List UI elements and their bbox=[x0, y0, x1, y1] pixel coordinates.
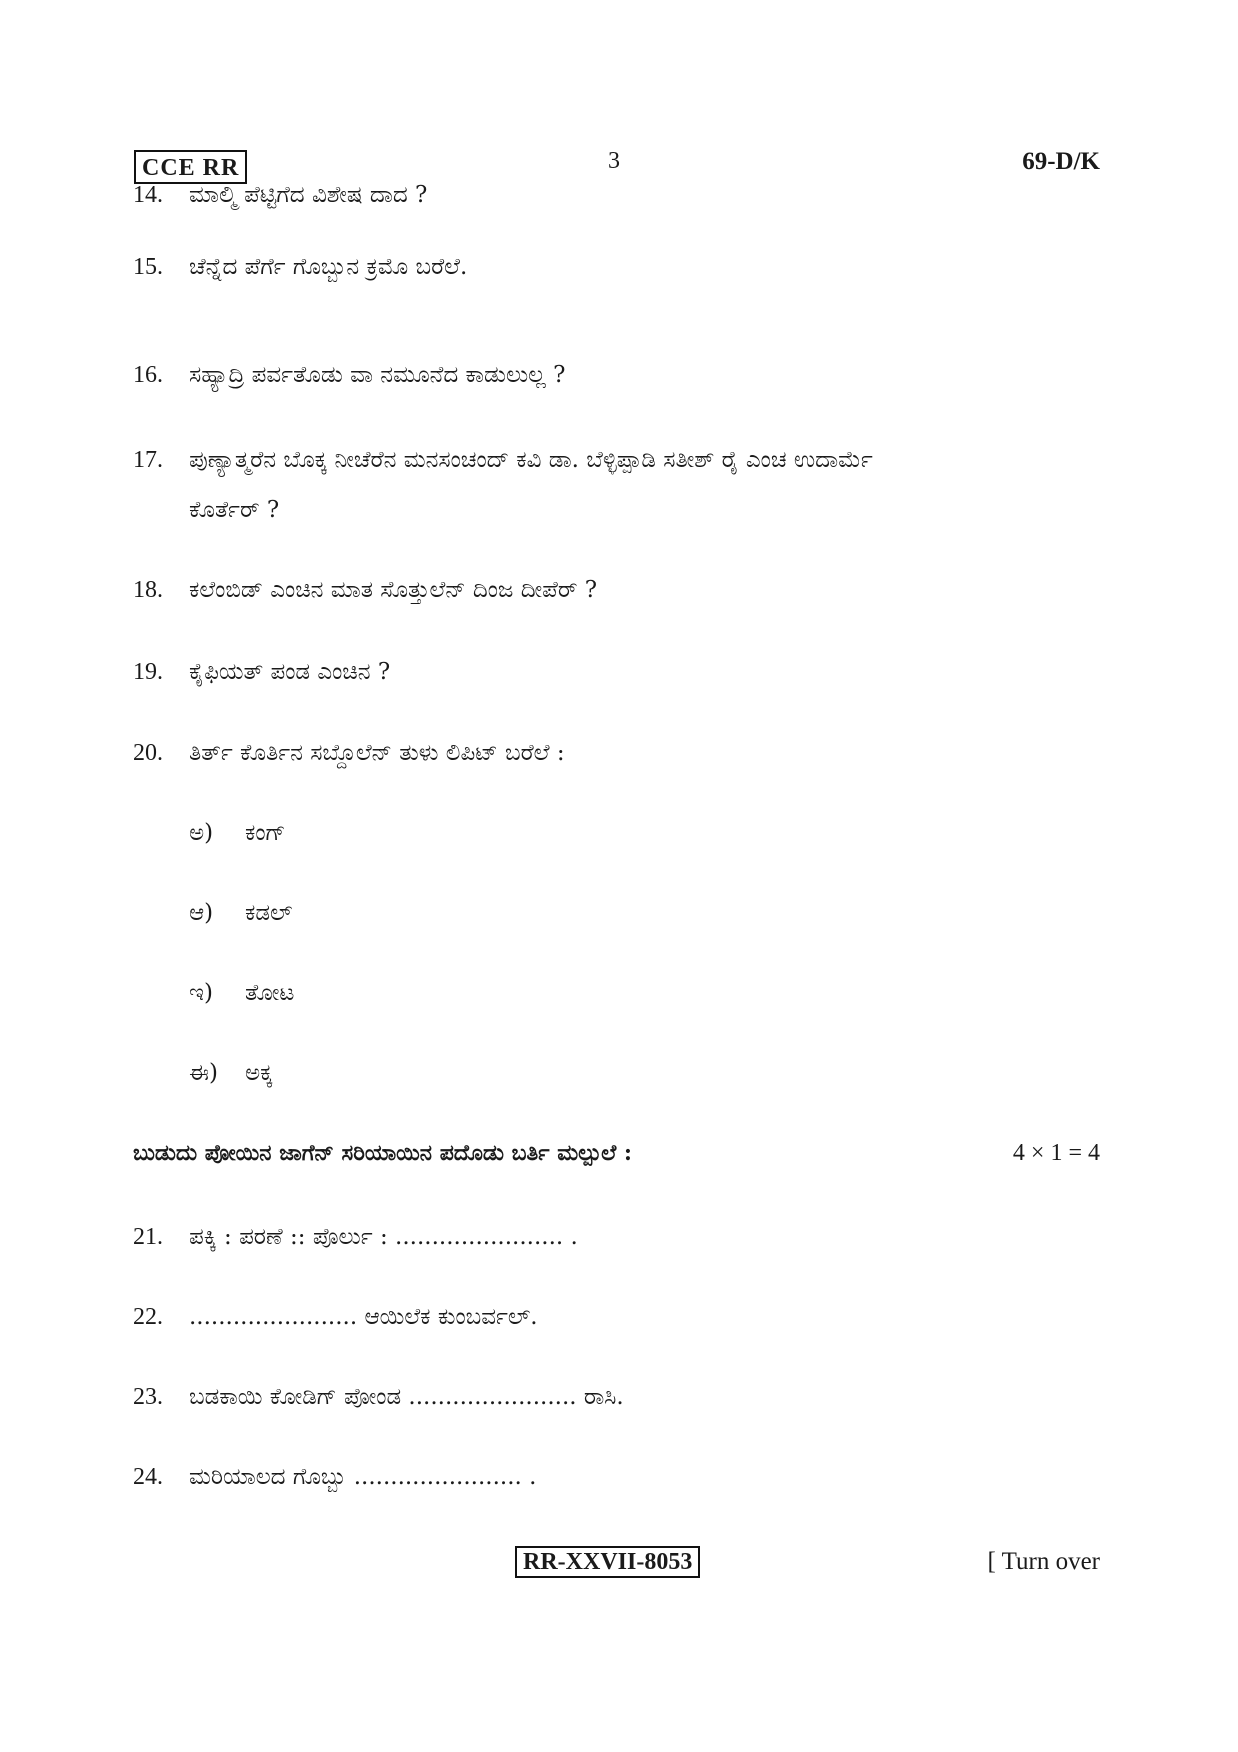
question-number: 16. bbox=[133, 362, 163, 388]
option-b bbox=[189, 898, 292, 928]
question-text: ಬಡಕಾಯಿ ಕೋಡಿಗ್ ಪೋಂಡ ....................... ರಾಸಿ. bbox=[189, 1384, 624, 1410]
option-a bbox=[189, 818, 285, 848]
question-text: ಪಕ್ಕಿ : ಪರಣೆ :: ಪೊರ್ಲು : ....................... . bbox=[189, 1224, 578, 1250]
question-text: ಕೈಫಿಯತ್ ಪಂಡ ಎಂಚಿನ ? bbox=[189, 659, 391, 685]
header-code-box: CCE RR bbox=[134, 150, 247, 184]
option-c bbox=[189, 978, 294, 1008]
option-label: ಈ) bbox=[189, 1060, 218, 1086]
question-number: 17. bbox=[133, 447, 163, 473]
question-number: 14. bbox=[133, 182, 163, 208]
question-20 bbox=[133, 738, 565, 768]
question-text: ತಿರ್ತ್ ಕೊರ್ತಿನ ಸಬ್ದೊಲೆನ್ ತುಳು ಲಿಪಿಟ್ ಬರೆಲೆ : bbox=[189, 740, 565, 766]
paper-code: 69-D/K bbox=[1022, 148, 1100, 175]
option-text: ಕಡಲ್ bbox=[245, 900, 293, 926]
question-21 bbox=[133, 1222, 578, 1252]
question-23 bbox=[133, 1382, 624, 1412]
question-number: 22. bbox=[133, 1304, 163, 1330]
section-instruction: ಬುಡುದು ಪೋಯಿನ ಜಾಗೆನ್ ಸರಿಯಾಯಿನ ಪದೊಡು ಬರ್ತಿ ಮಲ್ಪುಲೆ : bbox=[133, 1140, 632, 1166]
question-number: 20. bbox=[133, 740, 163, 766]
question-text: ಪುಣ್ಯಾತ್ಮರೆನ ಬೊಕ್ಕ ನೀಚೆರೆನ ಮನಸಂಚಂದ್ ಕವಿ ಡಾ. ಬೆಳ್ಳಿಪ್ಪಾಡಿ ಸತೀಶ್ ರೈ ಎಂಚ ಉದಾರ್ಮೆ bbox=[189, 447, 873, 473]
question-18 bbox=[133, 575, 597, 605]
question-14 bbox=[133, 180, 427, 210]
option-text: ಅಕ್ಕ bbox=[245, 1060, 273, 1086]
option-d bbox=[189, 1058, 273, 1088]
question-22 bbox=[133, 1302, 538, 1332]
footer-code-box: RR-XXVII-8053 bbox=[515, 1546, 700, 1578]
question-24 bbox=[133, 1462, 536, 1492]
option-label: ಅ) bbox=[189, 820, 214, 846]
question-number: 23. bbox=[133, 1384, 163, 1410]
question-text: ಚೆನ್ನೆದ ಪೆರ್ಗೆ ಗೊಬ್ಬುನ ಕ್ರಮೊ ಬರೆಲೆ. bbox=[189, 254, 468, 280]
question-number: 24. bbox=[133, 1464, 163, 1490]
question-number: 21. bbox=[133, 1224, 163, 1250]
question-number: 19. bbox=[133, 659, 163, 685]
option-text: ಕಂಗ್ bbox=[245, 820, 286, 846]
question-17 bbox=[133, 435, 1101, 535]
page-number: 3 bbox=[608, 148, 620, 174]
question-number: 15. bbox=[133, 254, 163, 280]
question-16 bbox=[133, 360, 565, 390]
question-text: ....................... ಆಯಿಲೆಕ ಕುಂಬರ್ವಲ್. bbox=[189, 1304, 538, 1330]
turn-over-note: [ Turn over bbox=[987, 1548, 1100, 1575]
question-19 bbox=[133, 657, 390, 687]
section-marks: 4 × 1 = 4 bbox=[1012, 1140, 1100, 1166]
option-label: ಆ) bbox=[189, 900, 214, 926]
question-text: ಕಲೆಂಬಿಡ್ ಎಂಚಿನ ಮಾತ ಸೊತ್ತುಲೆನ್ ದಿಂಜ ದೀಪೆರ್ ? bbox=[189, 577, 598, 603]
option-label: ಇ) bbox=[189, 980, 213, 1006]
question-15 bbox=[133, 252, 467, 282]
question-text-continuation: ಕೊರ್ತೆರ್ ? bbox=[189, 497, 280, 523]
question-text: ಮಾಲ್ಮಿ ಪೆಟ್ಟಿಗೆದ ವಿಶೇಷ ದಾದ ? bbox=[189, 182, 428, 208]
question-text: ಮರಿಯಾಲದ ಗೊಬ್ಬು ....................... . bbox=[189, 1464, 537, 1490]
question-text: ಸಹ್ಯಾದ್ರಿ ಪರ್ವತೊಡು ವಾ ನಮೂನೆದ ಕಾಡುಲುಲ್ಲ ? bbox=[189, 362, 566, 388]
option-text: ತೋಟ bbox=[245, 980, 295, 1006]
question-number: 18. bbox=[133, 577, 163, 603]
